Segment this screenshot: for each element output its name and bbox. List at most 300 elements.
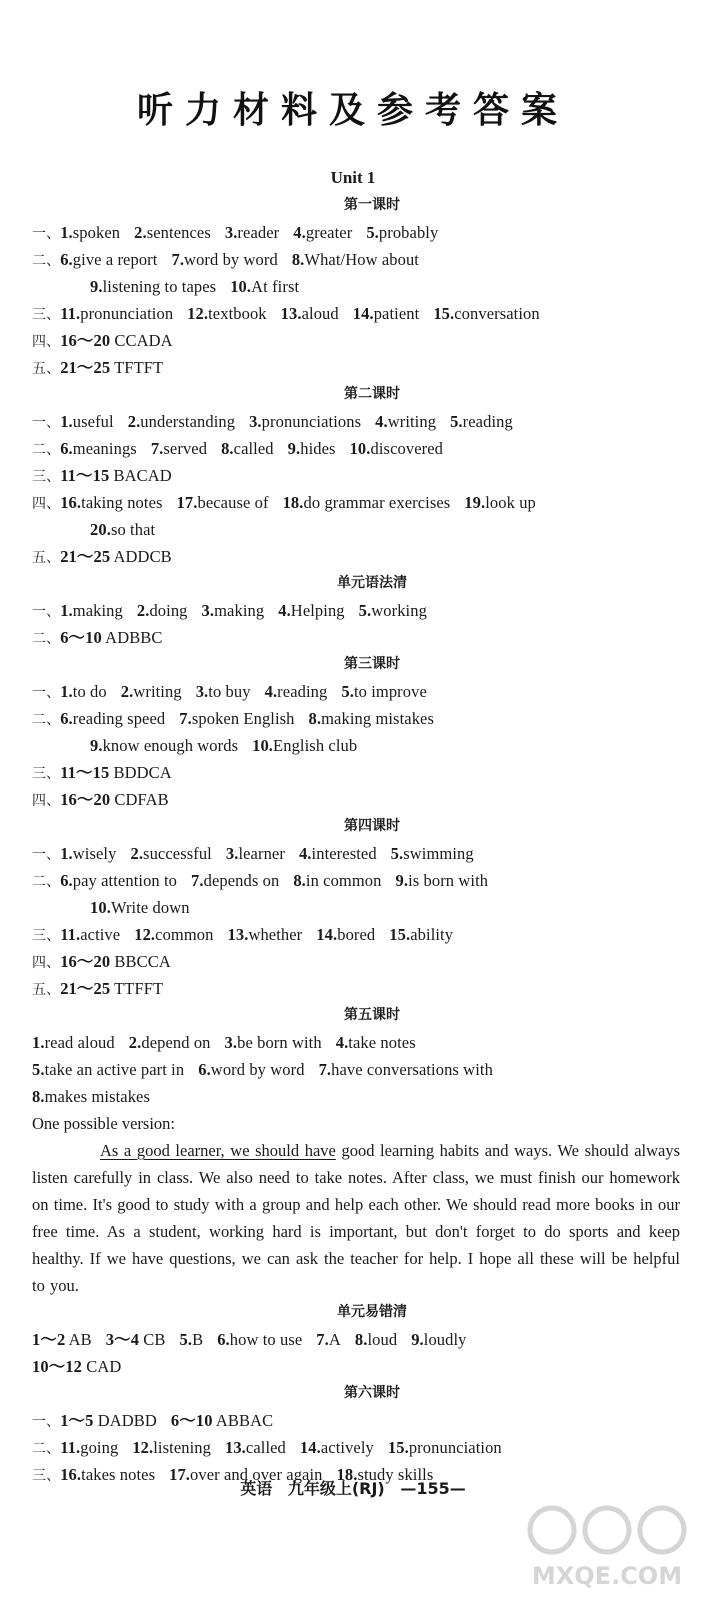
answer-line bbox=[32, 273, 684, 300]
answer-item bbox=[353, 300, 420, 327]
answer-item bbox=[187, 300, 266, 327]
answer-text: useful bbox=[72, 412, 114, 431]
answer-number: 2. bbox=[136, 601, 150, 620]
answer-number: 14. bbox=[352, 304, 374, 323]
question-group-number: 一、 bbox=[32, 604, 61, 620]
answer-number: 1. bbox=[60, 844, 73, 863]
answer-number: 12. bbox=[134, 925, 156, 944]
answer-number: 8. bbox=[32, 1087, 45, 1106]
answer-number: 7. bbox=[179, 709, 192, 728]
question-group-number: 二、 bbox=[32, 631, 61, 647]
section-heading: 第三课时 bbox=[344, 656, 400, 672]
answer-text: called bbox=[245, 1438, 286, 1457]
answer-item bbox=[60, 705, 165, 732]
question-group-number: 五、 bbox=[32, 550, 61, 566]
answer-number: 2. bbox=[127, 412, 141, 431]
answer-text: DADBD bbox=[93, 1411, 157, 1430]
answer-line bbox=[32, 219, 684, 246]
answer-text: active bbox=[80, 925, 121, 944]
answer-number: 1～5 bbox=[60, 1411, 94, 1430]
answer-number: 17. bbox=[176, 493, 198, 512]
answer-number: 3～4 bbox=[105, 1330, 140, 1349]
answer-number: 6. bbox=[198, 1060, 211, 1079]
answer-number: 14. bbox=[316, 925, 338, 944]
question-group-number: 一、 bbox=[32, 415, 61, 431]
answer-item bbox=[60, 921, 120, 948]
answer-item bbox=[60, 867, 177, 894]
answer-number: 1. bbox=[60, 223, 73, 242]
answer-text: Write down bbox=[110, 898, 190, 917]
answer-item bbox=[177, 489, 269, 516]
answer-text: taking notes bbox=[81, 493, 163, 512]
answer-content bbox=[32, 192, 684, 1488]
answer-text: bored bbox=[337, 925, 376, 944]
answer-number: 12. bbox=[132, 1438, 154, 1457]
answer-item bbox=[60, 786, 169, 813]
answer-number: 18. bbox=[336, 1465, 358, 1484]
question-group-number: 一、 bbox=[32, 685, 61, 701]
answer-number: 7. bbox=[318, 1060, 332, 1079]
answer-number: 8. bbox=[308, 709, 322, 728]
answer-text: sentences bbox=[146, 223, 211, 242]
page-title: 听力材料及参考答案 bbox=[136, 90, 569, 131]
answer-line bbox=[32, 489, 684, 516]
answer-line bbox=[32, 732, 684, 759]
question-group-number: 三、 bbox=[32, 928, 61, 944]
answer-item bbox=[225, 219, 279, 246]
answer-item bbox=[228, 921, 303, 948]
answer-item bbox=[60, 219, 120, 246]
answer-number: 8. bbox=[293, 871, 306, 890]
answer-number: 3. bbox=[225, 844, 239, 863]
answer-text: BBCCA bbox=[110, 952, 171, 971]
answer-line bbox=[32, 300, 684, 327]
answer-text: successful bbox=[143, 844, 212, 863]
answer-number: 7. bbox=[150, 439, 164, 458]
answer-item bbox=[60, 840, 116, 867]
answer-text: pronunciation bbox=[408, 1438, 502, 1457]
answer-text: is born with bbox=[408, 871, 489, 890]
answer-line bbox=[32, 975, 684, 1002]
answer-text: probably bbox=[378, 223, 439, 242]
answer-number: 8. bbox=[221, 439, 234, 458]
answer-text: pronunciations bbox=[261, 412, 362, 431]
answer-text: making bbox=[214, 601, 265, 620]
question-group-number: 四、 bbox=[32, 334, 61, 350]
answer-item bbox=[221, 435, 274, 462]
answer-text: learner bbox=[238, 844, 285, 863]
answer-text: takes notes bbox=[81, 1465, 156, 1484]
answer-line bbox=[32, 786, 684, 813]
answer-number: 10. bbox=[230, 277, 252, 296]
answer-text: take notes bbox=[348, 1033, 416, 1052]
answer-number: 18. bbox=[282, 493, 304, 512]
section-heading: 第一课时 bbox=[344, 197, 400, 213]
section-heading: 单元易错清 bbox=[337, 1304, 407, 1320]
answer-number: 19. bbox=[464, 493, 486, 512]
answer-text: take an active part in bbox=[44, 1060, 185, 1079]
answer-item bbox=[391, 840, 474, 867]
answer-text: loudly bbox=[423, 1330, 467, 1349]
answer-text: reader bbox=[237, 223, 280, 242]
answer-number: 16. bbox=[60, 1465, 82, 1484]
answer-item bbox=[278, 597, 344, 624]
answer-item bbox=[230, 273, 299, 300]
answer-number: 13. bbox=[280, 304, 302, 323]
answer-number: 9. bbox=[395, 871, 409, 890]
answer-number: 11～15 bbox=[60, 466, 110, 485]
answer-line bbox=[32, 327, 684, 354]
answer-text: reading bbox=[462, 412, 513, 431]
answer-number: 4. bbox=[278, 601, 291, 620]
answer-item bbox=[300, 1434, 374, 1461]
answer-text: interested bbox=[311, 844, 377, 863]
answer-item bbox=[316, 921, 375, 948]
answer-item bbox=[217, 1326, 302, 1353]
answer-item bbox=[151, 435, 207, 462]
answer-text: TTFFT bbox=[110, 979, 164, 998]
answer-line bbox=[32, 543, 684, 570]
answer-line bbox=[32, 435, 684, 462]
answer-item bbox=[121, 678, 182, 705]
answer-text: ADDCB bbox=[110, 547, 172, 566]
answer-number: 21～25 bbox=[60, 358, 111, 377]
answer-text: At first bbox=[251, 277, 300, 296]
answer-text: read aloud bbox=[44, 1033, 115, 1052]
answer-item bbox=[60, 408, 114, 435]
answer-line bbox=[32, 678, 684, 705]
answer-text: word by word bbox=[184, 250, 278, 269]
answer-text: reading speed bbox=[72, 709, 166, 728]
answer-text: conversation bbox=[454, 304, 540, 323]
answer-number: 15. bbox=[433, 304, 455, 323]
answer-item bbox=[336, 1029, 416, 1056]
answer-text: have conversations with bbox=[331, 1060, 493, 1079]
answer-text: understanding bbox=[140, 412, 236, 431]
answer-number: 16～20 bbox=[60, 790, 111, 809]
answer-number: 4. bbox=[335, 1033, 349, 1052]
answer-item bbox=[180, 1326, 204, 1353]
answer-text: depends on bbox=[203, 871, 280, 890]
answer-line bbox=[32, 624, 684, 651]
answer-text: makes mistakes bbox=[44, 1087, 150, 1106]
answer-text: working bbox=[371, 601, 427, 620]
answer-item bbox=[137, 597, 188, 624]
answer-text: spoken bbox=[72, 223, 121, 242]
answer-item bbox=[319, 1056, 493, 1083]
answer-number: 13. bbox=[227, 925, 249, 944]
answer-item bbox=[281, 300, 339, 327]
footer-page-number: —155— bbox=[400, 1479, 466, 1498]
answer-number: 21～25 bbox=[60, 547, 111, 566]
question-group-number: 四、 bbox=[32, 793, 61, 809]
question-group-number: 三、 bbox=[32, 307, 61, 323]
answer-item bbox=[60, 678, 107, 705]
answer-line bbox=[32, 1056, 684, 1083]
answer-number: 7. bbox=[191, 871, 204, 890]
sample-essay bbox=[32, 1137, 680, 1299]
answer-number: 5. bbox=[32, 1060, 45, 1079]
answer-number: 10. bbox=[90, 898, 111, 917]
answer-item bbox=[60, 354, 163, 381]
answer-item bbox=[171, 1407, 273, 1434]
answer-line bbox=[32, 1083, 684, 1110]
answer-item bbox=[249, 408, 361, 435]
footer-subject: 英语 bbox=[240, 1479, 273, 1498]
answer-item bbox=[450, 408, 513, 435]
answer-item bbox=[134, 219, 211, 246]
answer-number: 11. bbox=[60, 304, 81, 323]
answer-number: 3. bbox=[224, 223, 238, 242]
answer-item bbox=[60, 543, 172, 570]
answer-text: common bbox=[155, 925, 214, 944]
section-heading: 第二课时 bbox=[344, 386, 400, 402]
answer-text: wisely bbox=[72, 844, 117, 863]
answer-text: discovered bbox=[370, 439, 443, 458]
answer-text: BACAD bbox=[109, 466, 172, 485]
answer-number: 10～12 bbox=[32, 1357, 82, 1376]
answer-item bbox=[32, 1083, 150, 1110]
answer-item bbox=[375, 408, 436, 435]
answer-number: 5. bbox=[341, 682, 354, 701]
watermark-text: MXQE.COM bbox=[531, 1562, 683, 1590]
answer-line bbox=[32, 354, 684, 381]
answer-text: hides bbox=[300, 439, 336, 458]
answer-text: served bbox=[163, 439, 208, 458]
answer-text: meanings bbox=[72, 439, 137, 458]
answer-number: 7. bbox=[316, 1330, 329, 1349]
answer-text: making bbox=[72, 601, 123, 620]
answer-text: English club bbox=[273, 736, 358, 755]
answer-item bbox=[433, 300, 539, 327]
answer-item bbox=[464, 489, 536, 516]
answer-item bbox=[60, 975, 163, 1002]
answer-number: 14. bbox=[299, 1438, 321, 1457]
answer-number: 2. bbox=[128, 1033, 142, 1052]
answer-text: reading bbox=[277, 682, 328, 701]
section-heading: 第四课时 bbox=[344, 818, 400, 834]
answer-number: 1. bbox=[60, 682, 73, 701]
answer-text: TFTFT bbox=[110, 358, 164, 377]
answer-text: actively bbox=[320, 1438, 374, 1457]
version-label: One possible version: bbox=[32, 1114, 175, 1133]
answer-number: 13. bbox=[224, 1438, 246, 1457]
answer-item bbox=[292, 246, 419, 273]
answer-number: 3. bbox=[249, 412, 262, 431]
answer-number: 6. bbox=[60, 871, 73, 890]
answer-text: do grammar exercises bbox=[303, 493, 451, 512]
answer-item bbox=[299, 840, 377, 867]
answer-item bbox=[90, 273, 216, 300]
answer-item bbox=[411, 1326, 466, 1353]
answer-line bbox=[32, 1326, 684, 1353]
answer-item bbox=[60, 327, 172, 354]
answer-number: 6. bbox=[217, 1330, 230, 1349]
answer-item bbox=[191, 867, 279, 894]
answer-item bbox=[350, 435, 443, 462]
answer-text: listening bbox=[153, 1438, 211, 1457]
answer-text: be born with bbox=[237, 1033, 322, 1052]
question-group-number: 三、 bbox=[32, 469, 61, 485]
watermark-logo-icon bbox=[522, 1496, 692, 1592]
answer-text: BDDCA bbox=[109, 763, 172, 782]
answer-text: study skills bbox=[357, 1465, 434, 1484]
answer-number: 1. bbox=[32, 1033, 45, 1052]
answer-text: how to use bbox=[229, 1330, 303, 1349]
answer-text: What/How about bbox=[304, 250, 419, 269]
answer-text: making mistakes bbox=[321, 709, 434, 728]
answer-text: swimming bbox=[403, 844, 474, 863]
answer-item bbox=[106, 1326, 166, 1353]
answer-item bbox=[132, 1434, 211, 1461]
answer-line bbox=[32, 921, 684, 948]
answer-item bbox=[60, 435, 137, 462]
question-group-number: 一、 bbox=[32, 226, 61, 242]
answer-item bbox=[171, 246, 277, 273]
answer-text: whether bbox=[248, 925, 303, 944]
answer-number: 17. bbox=[169, 1465, 191, 1484]
answer-line bbox=[32, 1029, 684, 1056]
answer-line bbox=[32, 1407, 684, 1434]
answer-item bbox=[309, 705, 434, 732]
answer-number: 16～20 bbox=[60, 331, 111, 350]
answer-text: CAD bbox=[82, 1357, 122, 1376]
answer-text: give a report bbox=[72, 250, 158, 269]
answer-item bbox=[60, 489, 162, 516]
answer-number: 5. bbox=[390, 844, 404, 863]
answer-text: CCADA bbox=[110, 331, 173, 350]
answer-number: 6～10 bbox=[60, 628, 102, 647]
answer-text: to do bbox=[72, 682, 107, 701]
answer-number: 11. bbox=[60, 925, 81, 944]
answer-text: greater bbox=[305, 223, 353, 242]
essay-underlined-opening: As a good learner, we should have bbox=[100, 1141, 336, 1160]
answer-number: 6. bbox=[60, 250, 73, 269]
answer-text: going bbox=[80, 1438, 119, 1457]
answer-text: to buy bbox=[208, 682, 251, 701]
answer-number: 4. bbox=[293, 223, 306, 242]
answer-number: 5. bbox=[366, 223, 379, 242]
question-group-number: 三、 bbox=[32, 1468, 61, 1484]
answer-number: 4. bbox=[264, 682, 278, 701]
answer-text: writing bbox=[387, 412, 437, 431]
answer-line bbox=[32, 948, 684, 975]
essay-body: good learning habits and ways. We should always listen carefully in class. We also need to take notes. After class, we must finish our homework on time. It's good to study with a group and help each other. We should read more books in our free time. As a student, working hard is important, but don't forget to do sports and keep healthy. If we have questions, we can ask the teacher for help. I hope all these will be helpful to you. bbox=[32, 1141, 681, 1295]
answer-item bbox=[60, 759, 172, 786]
answer-item bbox=[32, 1029, 115, 1056]
answer-text: in common bbox=[305, 871, 382, 890]
answer-item bbox=[128, 408, 235, 435]
answer-text: AB bbox=[65, 1330, 92, 1349]
answer-item bbox=[32, 1326, 92, 1353]
answer-text: A bbox=[328, 1330, 341, 1349]
answer-line bbox=[32, 867, 684, 894]
answer-number: 2. bbox=[120, 682, 134, 701]
answer-text: B bbox=[192, 1330, 204, 1349]
answer-number: 6～10 bbox=[170, 1411, 213, 1430]
answer-line bbox=[32, 408, 684, 435]
answer-item bbox=[60, 462, 172, 489]
question-group-number: 五、 bbox=[32, 361, 61, 377]
answer-item bbox=[129, 1029, 211, 1056]
answer-number: 10. bbox=[252, 736, 274, 755]
answer-text: ADBBC bbox=[101, 628, 163, 647]
answer-item bbox=[265, 678, 328, 705]
answer-number: 7. bbox=[171, 250, 185, 269]
answer-item bbox=[60, 246, 157, 273]
answer-item bbox=[60, 1407, 157, 1434]
question-group-number: 四、 bbox=[32, 496, 61, 512]
question-group-number: 一、 bbox=[32, 1414, 61, 1430]
answer-item bbox=[90, 732, 238, 759]
answer-number: 3. bbox=[195, 682, 209, 701]
answer-item bbox=[355, 1326, 397, 1353]
question-group-number: 二、 bbox=[32, 442, 61, 458]
section-heading: 单元语法清 bbox=[337, 575, 407, 591]
answer-number: 4. bbox=[375, 412, 388, 431]
footer-grade: 九年级上(RJ) bbox=[287, 1479, 385, 1498]
answer-item bbox=[389, 921, 453, 948]
answer-text: know enough words bbox=[102, 736, 239, 755]
answer-number: 21～25 bbox=[60, 979, 111, 998]
answer-number: 1～2 bbox=[32, 1330, 66, 1349]
answer-item bbox=[225, 1029, 322, 1056]
answer-line bbox=[32, 1434, 684, 1461]
answer-text: CB bbox=[139, 1330, 166, 1349]
answer-number: 2. bbox=[134, 223, 147, 242]
answer-number: 6. bbox=[60, 439, 73, 458]
answer-item bbox=[60, 624, 162, 651]
answer-item bbox=[283, 489, 451, 516]
answer-text: ability bbox=[410, 925, 454, 944]
answer-line bbox=[32, 894, 684, 921]
answer-text: doing bbox=[149, 601, 188, 620]
answer-text: word by word bbox=[210, 1060, 305, 1079]
answer-number: 1. bbox=[60, 601, 73, 620]
answer-item bbox=[202, 597, 265, 624]
answer-item bbox=[32, 1056, 184, 1083]
answer-number: 15. bbox=[389, 925, 411, 944]
answer-item bbox=[341, 678, 427, 705]
question-group-number: 二、 bbox=[32, 253, 61, 269]
answer-number: 8. bbox=[291, 250, 305, 269]
answer-number: 15. bbox=[387, 1438, 409, 1457]
answer-item bbox=[32, 1353, 121, 1380]
answer-line bbox=[32, 516, 684, 543]
answer-number: 9. bbox=[90, 277, 103, 296]
question-group-number: 五、 bbox=[32, 982, 61, 998]
answer-number: 5. bbox=[450, 412, 463, 431]
answer-number: 6. bbox=[60, 709, 73, 728]
answer-text: aloud bbox=[301, 304, 339, 323]
answer-number: 1. bbox=[60, 412, 73, 431]
answer-number: 5. bbox=[179, 1330, 193, 1349]
answer-number: 10. bbox=[349, 439, 371, 458]
answer-item bbox=[388, 1434, 502, 1461]
answer-item bbox=[90, 894, 190, 921]
answer-line bbox=[32, 1353, 684, 1380]
answer-item bbox=[198, 1056, 304, 1083]
answer-text: loud bbox=[367, 1330, 398, 1349]
answer-line bbox=[32, 246, 684, 273]
answer-item bbox=[359, 597, 427, 624]
answer-text: ABBAC bbox=[212, 1411, 274, 1430]
answer-number: 5. bbox=[358, 601, 372, 620]
answer-item bbox=[130, 840, 211, 867]
answer-line bbox=[32, 705, 684, 732]
answer-number: 3. bbox=[224, 1033, 238, 1052]
question-group-number: 二、 bbox=[32, 712, 61, 728]
